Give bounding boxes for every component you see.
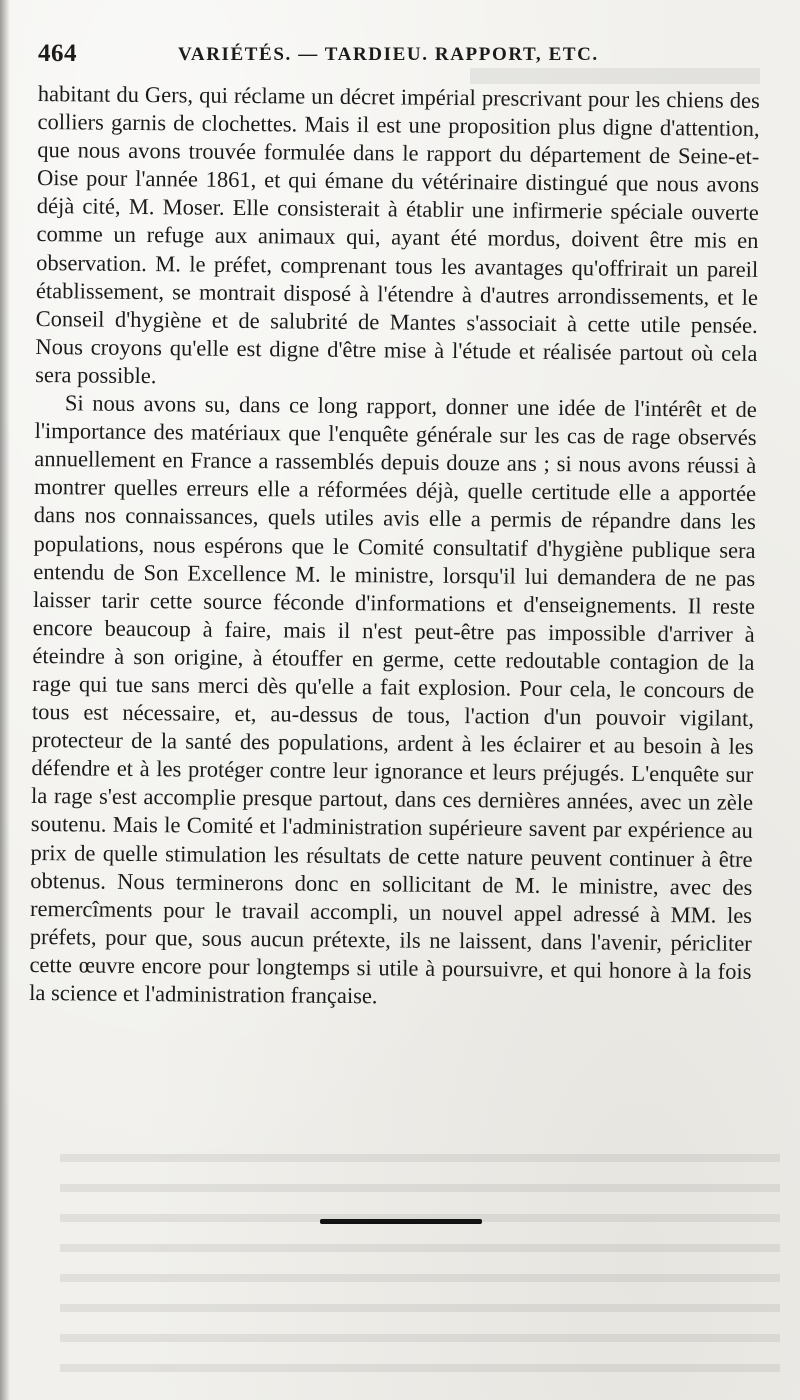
running-title: VARIÉTÉS. — TARDIEU. RAPPORT, ETC.: [178, 44, 599, 65]
body-text: [29, 80, 760, 1014]
running-head: [38, 40, 758, 70]
page-number: 464: [38, 40, 77, 67]
show-through-text-bottom: [60, 1140, 780, 1380]
paragraph-conclusion: Si nous avons su, dans ce long rapport, donner une idée de l'intérêt et de l'importance des matériaux que l'enquête générale sur les cas de rage observés annuellement en France a rassemblés depuis douze ans ; si nous avons réussi à montrer quelles erreurs elle a réformées déjà, quelle certitude elle a apportée dans nos connaissances, quels utiles avis elle a permis de répandre dans les populations, nous espérons que le Comité consultatif d'hygiène publique sera entendu de Son Excellence M. le ministre, lorsqu'il lui demandera de ne pas laisser tarir cette source féconde d'informations et d'enseignements. Il reste encore beaucoup à faire, mais il n'est peut-être pas impossible d'arriver à éteindre à son origine, à étouffer en germe, cette redoutable contagion de la rage qui tue sans merci dès qu'elle a fait explosion. Pour cela, le concours de tous est nécessaire, et, au-dessus de tous, l'action d'un pouvoir vigilant, protecteur de la santé des populations, ardent à les éclairer et au besoin à les défendre et à les protéger contre leur ignorance et leurs préjugés. L'enquête sur la rage s'est accomplie presque partout, dans ces dernières années, avec un zèle soutenu. Mais le Comité et l'administration supérieure savent par expérience au prix de quelle stimulation les résultats de cette nature peuvent continuer à être obtenus. Nous terminerons donc en sollicitant de M. le ministre, avec des remercîments pour le travail accompli, un nouvel appel adressé à MM. les préfets, pour que, sous aucun prétexte, ils ne laissent, dans l'avenir, péricliter cette œuvre encore pour longtemps si utile à poursuivre, et qui honore à la fois la science et l'administration française.: [29, 390, 757, 1009]
paragraph-continued: habitant du Gers, qui réclame un décret impérial prescrivant pour les chiens des colliers garnis de clochettes. Mais il est une proposition plus digne d'attention, que nous avons trouvée formulée dans le rapport du département de Seine-et-Oise pour l'année 1861, et qui émane du vétérinaire distingué que nous avons déjà cité, M. Moser. Elle consisterait à établir une infirmerie spéciale ouverte comme un refuge aux animaux qui, ayant été mordus, doivent être mis en observation. M. le préfet, comprenant tous les avantages qu'offrirait un pareil établissement, se montrait disposé à l'étendre à d'autres arrondissements, et le Conseil d'hygiène et de salubrité de Mantes s'associait à cette utile pensée. Nous croyons qu'elle est digne d'être mise à l'étude et réalisée partout où cela sera possible.: [35, 80, 760, 389]
page-edge-shadow: [0, 0, 10, 1400]
show-through-text-top: [470, 68, 760, 84]
